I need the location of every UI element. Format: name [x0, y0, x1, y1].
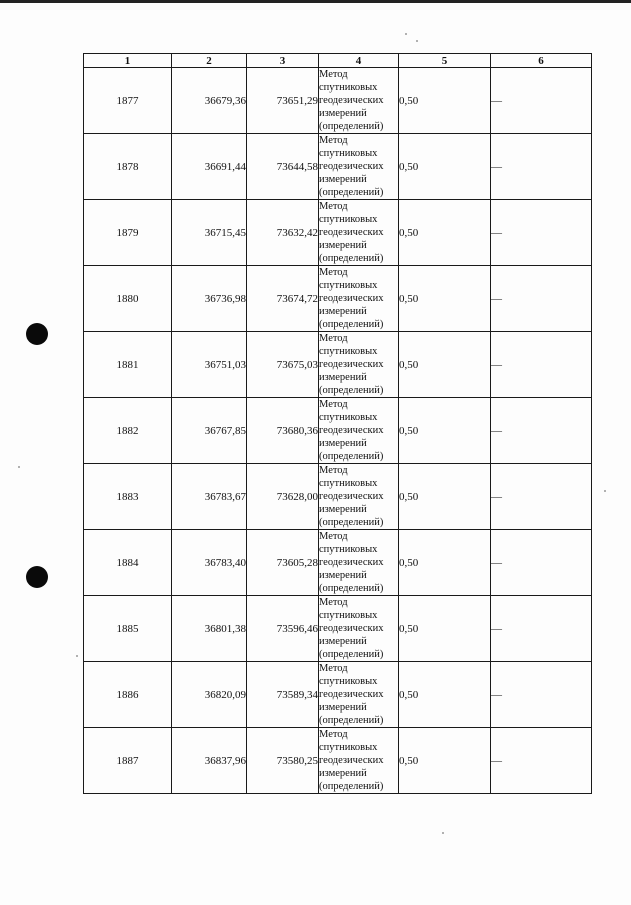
method-text-line: измерений [319, 240, 367, 251]
method-text-line: спутниковых [319, 610, 378, 621]
method-text-line: (определений) [319, 319, 384, 330]
note-cell: — [491, 530, 592, 596]
point-number-cell: 1882 [84, 398, 172, 464]
method-text-line: Метод [319, 465, 348, 476]
punch-hole [26, 323, 48, 345]
x-coordinate-cell: 36715,45 [172, 200, 247, 266]
point-number-cell: 1879 [84, 200, 172, 266]
accuracy-cell: 0,50 [399, 662, 491, 728]
note-cell: — [491, 266, 592, 332]
method-text-line: Метод [319, 531, 348, 542]
method-text-line: (определений) [319, 715, 384, 726]
method-text-line: Метод [319, 597, 348, 608]
method-text-line: Метод [319, 135, 348, 146]
method-cell [319, 68, 399, 134]
method-text-line: (определений) [319, 187, 384, 198]
method-text-line: геодезических [319, 425, 384, 436]
table-row [84, 332, 592, 398]
method-text-line: Метод [319, 729, 348, 740]
point-number-cell: 1886 [84, 662, 172, 728]
method-text-line: Метод [319, 333, 348, 344]
scan-speck [76, 655, 78, 657]
x-coordinate-cell: 36767,85 [172, 398, 247, 464]
header-cell: 3 [247, 54, 319, 68]
scan-speck [416, 40, 418, 42]
method-text-line: (определений) [319, 781, 384, 792]
method-text-line: спутниковых [319, 478, 378, 489]
method-text-line: измерений [319, 108, 367, 119]
header-cell: 1 [84, 54, 172, 68]
method-cell [319, 332, 399, 398]
page-top-edge [0, 0, 631, 3]
note-cell: — [491, 134, 592, 200]
table-row [84, 728, 592, 794]
accuracy-cell: 0,50 [399, 464, 491, 530]
method-text-line: Метод [319, 201, 348, 212]
y-coordinate-cell: 73596,46 [247, 596, 319, 662]
method-text-line: геодезических [319, 359, 384, 370]
method-text-line: (определений) [319, 385, 384, 396]
accuracy-cell: 0,50 [399, 398, 491, 464]
x-coordinate-cell: 36783,67 [172, 464, 247, 530]
point-number-cell: 1885 [84, 596, 172, 662]
method-text-line: спутниковых [319, 544, 378, 555]
accuracy-cell: 0,50 [399, 596, 491, 662]
table-header-row [84, 54, 592, 68]
accuracy-cell: 0,50 [399, 530, 491, 596]
method-text-line: спутниковых [319, 214, 378, 225]
scan-speck [405, 33, 407, 35]
method-text-line: (определений) [319, 121, 384, 132]
accuracy-cell: 0,50 [399, 728, 491, 794]
method-text-line: спутниковых [319, 412, 378, 423]
scan-speck [18, 466, 20, 468]
method-text-line: Метод [319, 69, 348, 80]
method-text-line: спутниковых [319, 82, 378, 93]
accuracy-cell: 0,50 [399, 68, 491, 134]
method-text-line: измерений [319, 372, 367, 383]
y-coordinate-cell: 73589,34 [247, 662, 319, 728]
method-text-line: Метод [319, 663, 348, 674]
scan-speck [604, 490, 606, 492]
method-text-line: Метод [319, 267, 348, 278]
header-cell: 5 [399, 54, 491, 68]
punch-hole [26, 566, 48, 588]
method-cell [319, 266, 399, 332]
method-text-line: геодезических [319, 227, 384, 238]
note-cell: — [491, 596, 592, 662]
x-coordinate-cell: 36679,36 [172, 68, 247, 134]
table-row [84, 530, 592, 596]
table-row [84, 266, 592, 332]
x-coordinate-cell: 36820,09 [172, 662, 247, 728]
y-coordinate-cell: 73605,28 [247, 530, 319, 596]
note-cell: — [491, 398, 592, 464]
header-cell: 6 [491, 54, 592, 68]
method-cell [319, 134, 399, 200]
method-text-line: измерений [319, 636, 367, 647]
method-text-line: Метод [319, 399, 348, 410]
point-number-cell: 1880 [84, 266, 172, 332]
note-cell: — [491, 662, 592, 728]
accuracy-cell: 0,50 [399, 200, 491, 266]
table-row [84, 464, 592, 530]
method-text-line: измерений [319, 768, 367, 779]
y-coordinate-cell: 73674,72 [247, 266, 319, 332]
method-text-line: измерений [319, 504, 367, 515]
x-coordinate-cell: 36837,96 [172, 728, 247, 794]
method-text-line: спутниковых [319, 280, 378, 291]
note-cell: — [491, 464, 592, 530]
method-text-line: (определений) [319, 649, 384, 660]
method-text-line: геодезических [319, 293, 384, 304]
method-text-line: геодезических [319, 623, 384, 634]
point-number-cell: 1887 [84, 728, 172, 794]
scan-speck [442, 832, 444, 834]
x-coordinate-cell: 36783,40 [172, 530, 247, 596]
method-text-line: измерений [319, 306, 367, 317]
x-coordinate-cell: 36751,03 [172, 332, 247, 398]
method-text-line: (определений) [319, 583, 384, 594]
y-coordinate-cell: 73651,29 [247, 68, 319, 134]
method-text-line: измерений [319, 702, 367, 713]
y-coordinate-cell: 73644,58 [247, 134, 319, 200]
coordinates-table [83, 53, 592, 794]
x-coordinate-cell: 36736,98 [172, 266, 247, 332]
table-row [84, 200, 592, 266]
table-row [84, 596, 592, 662]
note-cell: — [491, 728, 592, 794]
method-text-line: геодезических [319, 95, 384, 106]
y-coordinate-cell: 73632,42 [247, 200, 319, 266]
table-row [84, 68, 592, 134]
method-cell [319, 530, 399, 596]
method-text-line: геодезических [319, 557, 384, 568]
table-row [84, 398, 592, 464]
method-text-line: (определений) [319, 253, 384, 264]
method-cell [319, 596, 399, 662]
method-text-line: спутниковых [319, 742, 378, 753]
method-cell [319, 728, 399, 794]
point-number-cell: 1881 [84, 332, 172, 398]
method-text-line: спутниковых [319, 676, 378, 687]
point-number-cell: 1878 [84, 134, 172, 200]
y-coordinate-cell: 73628,00 [247, 464, 319, 530]
y-coordinate-cell: 73675,03 [247, 332, 319, 398]
method-cell [319, 200, 399, 266]
point-number-cell: 1877 [84, 68, 172, 134]
x-coordinate-cell: 36691,44 [172, 134, 247, 200]
method-text-line: геодезических [319, 161, 384, 172]
accuracy-cell: 0,50 [399, 332, 491, 398]
note-cell: — [491, 68, 592, 134]
table-row [84, 134, 592, 200]
method-text-line: геодезических [319, 755, 384, 766]
method-text-line: измерений [319, 438, 367, 449]
note-cell: — [491, 200, 592, 266]
header-cell: 2 [172, 54, 247, 68]
method-text-line: измерений [319, 174, 367, 185]
header-cell: 4 [319, 54, 399, 68]
accuracy-cell: 0,50 [399, 134, 491, 200]
method-text-line: (определений) [319, 451, 384, 462]
method-text-line: спутниковых [319, 148, 378, 159]
x-coordinate-cell: 36801,38 [172, 596, 247, 662]
table-row [84, 662, 592, 728]
accuracy-cell: 0,50 [399, 266, 491, 332]
method-text-line: геодезических [319, 689, 384, 700]
method-cell [319, 398, 399, 464]
method-text-line: измерений [319, 570, 367, 581]
note-cell: — [491, 332, 592, 398]
y-coordinate-cell: 73580,25 [247, 728, 319, 794]
point-number-cell: 1884 [84, 530, 172, 596]
y-coordinate-cell: 73680,36 [247, 398, 319, 464]
method-text-line: спутниковых [319, 346, 378, 357]
method-text-line: (определений) [319, 517, 384, 528]
method-text-line: геодезических [319, 491, 384, 502]
point-number-cell: 1883 [84, 464, 172, 530]
method-cell [319, 662, 399, 728]
method-cell [319, 464, 399, 530]
